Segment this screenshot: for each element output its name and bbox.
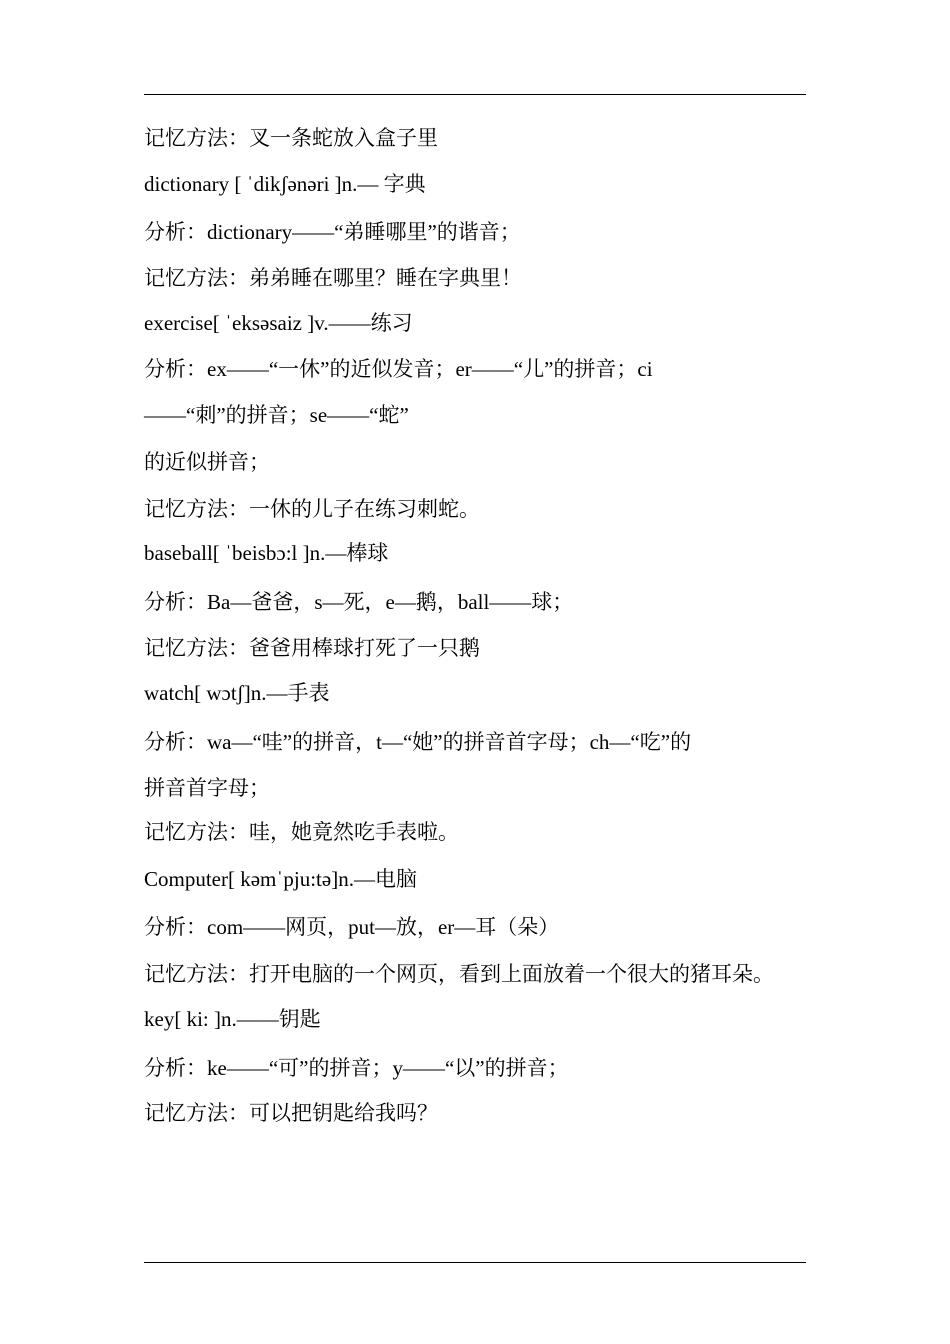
- memory-method-line: 记忆方法：叉一条蛇放入盒子里: [144, 126, 438, 150]
- memory-method-line: 记忆方法：哇，她竟然吃手表啦。: [144, 820, 459, 844]
- word-entry-exercise: exercise[ ˈeksəsaiz ]v.——练习: [144, 311, 413, 335]
- analysis-line-continued: 的近似拼音；: [144, 450, 270, 474]
- analysis-line: 分析：dictionary——“弟睡哪里”的谐音；: [144, 220, 521, 244]
- word-entry-watch: watch[ wɔtʃ]n.—手表: [144, 681, 330, 705]
- analysis-line-continued: ——“刺”的拼音；se——“蛇”: [144, 403, 409, 427]
- word-entry-dictionary: dictionary [ ˈdikʃənəri ]n.— 字典: [144, 172, 426, 196]
- memory-method-line: 记忆方法：爸爸用棒球打死了一只鹅: [144, 636, 480, 660]
- analysis-line: 分析：ke——“可”的拼音；y——“以”的拼音；: [144, 1056, 569, 1080]
- word-entry-computer: Computer[ kəmˈpju:tə]n.—电脑: [144, 867, 417, 891]
- header-rule: [144, 94, 806, 95]
- memory-method-line: 记忆方法：可以把钥匙给我吗？: [144, 1101, 438, 1125]
- word-entry-key: key[ ki: ]n.——钥匙: [144, 1007, 321, 1031]
- analysis-line-continued: 拼音首字母；: [144, 776, 270, 800]
- memory-method-line: 记忆方法：弟弟睡在哪里？睡在字典里！: [144, 266, 522, 290]
- analysis-line: 分析：com——网页，put—放，er—耳（朵）: [144, 915, 560, 939]
- analysis-line: 分析：ex——“一休”的近似发音；er——“儿”的拼音；ci: [144, 357, 653, 381]
- memory-method-line: 记忆方法：一休的儿子在练习刺蛇。: [144, 497, 480, 521]
- memory-method-line: 记忆方法：打开电脑的一个网页，看到上面放着一个很大的猪耳朵。: [144, 962, 774, 986]
- analysis-line: 分析：wa—“哇”的拼音，t—“她”的拼音首字母；ch—“吃”的: [144, 730, 692, 754]
- footer-rule: [144, 1262, 806, 1263]
- word-entry-baseball: baseball[ ˈbeisbɔ:l ]n.—棒球: [144, 541, 389, 565]
- analysis-line: 分析：Ba—爸爸，s—死，e—鹅，ball——球；: [144, 590, 574, 614]
